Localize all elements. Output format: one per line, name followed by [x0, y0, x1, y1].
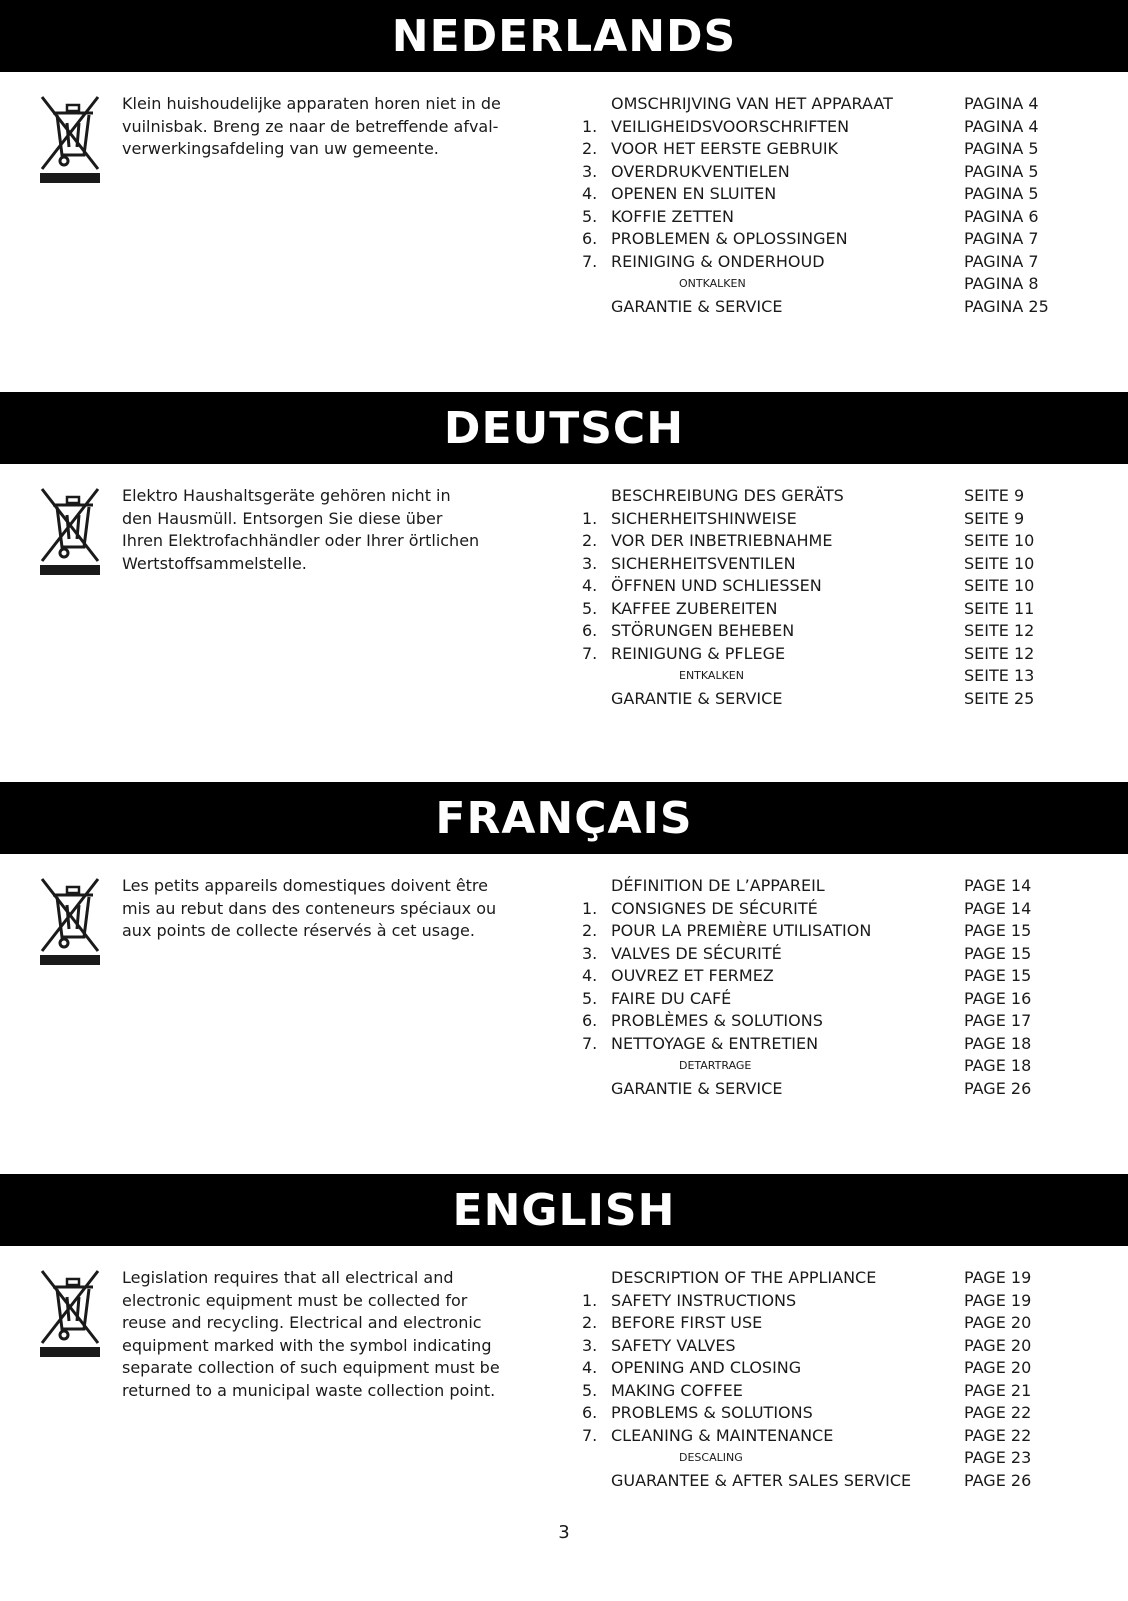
toc-label: OUVREZ ET FERMEZ	[611, 966, 774, 985]
toc-entry	[582, 273, 1102, 296]
toc-entry	[582, 1010, 1102, 1033]
toc-page-ref: PAGE 19	[964, 1268, 1032, 1287]
toc-number: 2.	[582, 921, 598, 940]
toc-page-ref: SEITE 10	[964, 531, 1035, 550]
toc-entry	[582, 530, 1102, 553]
toc-page-ref: PAGE 23	[964, 1448, 1032, 1467]
toc-entry	[582, 138, 1102, 161]
section-title: NEDERLANDS	[391, 10, 737, 62]
toc-page-ref: PAGE 14	[964, 876, 1032, 895]
toc-entry	[582, 875, 1102, 898]
language-banner	[0, 0, 1128, 72]
toc-entry	[582, 1335, 1102, 1358]
toc-entry	[582, 1425, 1102, 1448]
toc-label: GUARANTEE & AFTER SALES SERVICE	[611, 1470, 912, 1490]
toc-page-ref: PAGINA 25	[964, 296, 1049, 316]
toc-label: VOOR HET EERSTE GEBRUIK	[611, 139, 839, 158]
toc-label: DÉFINITION DE L’APPAREIL	[611, 876, 825, 895]
disposal-notice: Legislation requires that all electrical and electronic equipment must be collected for reuse and recycling. Electrical and electronic equipment marked with the symbol indicating separate collection of such equipment must be returned to a municipal waste collection point.	[122, 1268, 500, 1400]
toc-entry	[582, 688, 1102, 711]
toc-entry	[582, 296, 1102, 319]
toc-entry	[582, 1470, 1102, 1493]
crossed-out-wheelie-bin-icon	[40, 877, 100, 965]
toc-entry	[582, 988, 1102, 1011]
toc-label: DESCALING	[679, 1451, 743, 1464]
toc-entry	[582, 620, 1102, 643]
toc-label: NETTOYAGE & ENTRETIEN	[611, 1033, 819, 1053]
toc-label: VEILIGHEIDSVOORSCHRIFTEN	[611, 116, 850, 136]
toc-page-ref: PAGE 15	[964, 966, 1032, 985]
toc-label: GARANTIE & SERVICE	[611, 296, 783, 316]
toc-entry	[582, 183, 1102, 206]
language-banner	[0, 392, 1128, 464]
toc-page-ref: PAGE 14	[964, 898, 1032, 918]
section-title: DEUTSCH	[443, 402, 685, 454]
toc-page-ref: SEITE 9	[964, 508, 1025, 528]
toc-entry	[582, 1033, 1102, 1056]
crossed-out-wheelie-bin-icon	[40, 95, 100, 183]
toc-entry	[582, 553, 1102, 576]
table-of-contents	[582, 93, 1102, 318]
toc-entry	[582, 1290, 1102, 1313]
toc-page-ref: PAGINA 7	[964, 251, 1039, 271]
toc-number: 2.	[582, 1313, 598, 1332]
table-of-contents	[582, 1267, 1102, 1492]
toc-entry	[582, 1402, 1102, 1425]
toc-label: GARANTIE & SERVICE	[611, 1078, 783, 1098]
toc-page-ref: SEITE 10	[964, 553, 1035, 573]
toc-label: ONTKALKEN	[679, 277, 746, 290]
toc-label: PROBLEMS & SOLUTIONS	[611, 1403, 813, 1422]
toc-entry	[582, 598, 1102, 621]
toc-page-ref: PAGINA 5	[964, 139, 1039, 158]
toc-number: 1.	[582, 1290, 598, 1310]
toc-number: 6.	[582, 229, 598, 248]
toc-page-ref: PAGE 18	[964, 1033, 1032, 1053]
toc-entry	[582, 251, 1102, 274]
toc-page-ref: PAGINA 4	[964, 94, 1039, 113]
language-banner	[0, 782, 1128, 854]
toc-entry	[582, 93, 1102, 116]
toc-entry	[582, 485, 1102, 508]
toc-entry	[582, 898, 1102, 921]
toc-number: 2.	[582, 531, 598, 550]
toc-page-ref: PAGE 17	[964, 1011, 1032, 1030]
toc-entry	[582, 508, 1102, 531]
toc-number: 6.	[582, 1403, 598, 1422]
table-of-contents	[582, 485, 1102, 710]
toc-label: SAFETY VALVES	[611, 1335, 736, 1355]
toc-number: 1.	[582, 508, 598, 528]
toc-label: CONSIGNES DE SÉCURITÉ	[611, 898, 818, 918]
toc-label: OVERDRUKVENTIELEN	[611, 161, 790, 181]
toc-number: 7.	[582, 643, 598, 663]
toc-page-ref: PAGINA 8	[964, 274, 1039, 293]
toc-entry	[582, 665, 1102, 688]
toc-page-ref: PAGE 16	[964, 988, 1032, 1008]
crossed-out-wheelie-bin-icon	[40, 487, 100, 575]
toc-entry	[582, 575, 1102, 598]
toc-entry	[582, 1357, 1102, 1380]
toc-page-ref: PAGE 18	[964, 1056, 1032, 1075]
toc-page-ref: PAGE 20	[964, 1358, 1032, 1377]
toc-label: ENTKALKEN	[679, 669, 744, 682]
toc-entry	[582, 920, 1102, 943]
toc-label: PROBLÈMES & SOLUTIONS	[611, 1011, 823, 1030]
toc-page-ref: SEITE 12	[964, 643, 1035, 663]
page-number: 3	[558, 1522, 570, 1543]
toc-number: 4.	[582, 576, 598, 595]
toc-number: 7.	[582, 251, 598, 271]
toc-number: 5.	[582, 598, 598, 618]
toc-entry	[582, 1380, 1102, 1403]
toc-entry	[582, 116, 1102, 139]
toc-page-ref: SEITE 9	[964, 486, 1025, 505]
toc-label: ÖFFNEN UND SCHLIESSEN	[611, 576, 822, 595]
toc-number: 5.	[582, 988, 598, 1008]
toc-label: CLEANING & MAINTENANCE	[611, 1425, 834, 1445]
disposal-notice: Klein huishoudelijke apparaten horen niet in de vuilnisbak. Breng ze naar de betreffende afval- verwerkingsafdeling van uw gemeente.	[122, 94, 501, 158]
toc-page-ref: PAGE 20	[964, 1335, 1032, 1355]
toc-number: 1.	[582, 116, 598, 136]
toc-number: 3.	[582, 161, 598, 181]
toc-number: 3.	[582, 1335, 598, 1355]
toc-page-ref: PAGE 19	[964, 1290, 1032, 1310]
toc-label: KAFFEE ZUBEREITEN	[611, 598, 778, 618]
crossed-out-wheelie-bin-icon	[40, 1269, 100, 1357]
toc-entry	[582, 228, 1102, 251]
toc-label: REINIGING & ONDERHOUD	[611, 251, 825, 271]
toc-page-ref: PAGE 20	[964, 1313, 1032, 1332]
toc-page-ref: SEITE 11	[964, 598, 1035, 618]
toc-page-ref: SEITE 13	[964, 666, 1035, 685]
toc-page-ref: PAGINA 5	[964, 161, 1039, 181]
toc-label: SICHERHEITSHINWEISE	[611, 508, 797, 528]
toc-label: DETARTRAGE	[679, 1059, 752, 1072]
toc-label: PROBLEMEN & OPLOSSINGEN	[611, 229, 848, 248]
toc-page-ref: PAGE 15	[964, 943, 1032, 963]
toc-page-ref: PAGINA 6	[964, 206, 1039, 226]
toc-number: 5.	[582, 1380, 598, 1400]
toc-entry	[582, 1055, 1102, 1078]
toc-page-ref: PAGE 21	[964, 1380, 1032, 1400]
toc-page-ref: PAGE 22	[964, 1425, 1032, 1445]
toc-number: 6.	[582, 621, 598, 640]
toc-label: FAIRE DU CAFÉ	[611, 988, 732, 1008]
toc-label: REINIGUNG & PFLEGE	[611, 643, 786, 663]
toc-number: 4.	[582, 1358, 598, 1377]
toc-entry	[582, 643, 1102, 666]
toc-page-ref: SEITE 25	[964, 688, 1035, 708]
toc-entry	[582, 1447, 1102, 1470]
toc-page-ref: SEITE 10	[964, 576, 1035, 595]
toc-label: MAKING COFFEE	[611, 1380, 743, 1400]
toc-label: VOR DER INBETRIEBNAHME	[611, 531, 833, 550]
toc-entry	[582, 1267, 1102, 1290]
toc-label: BEFORE FIRST USE	[611, 1313, 763, 1332]
language-banner	[0, 1174, 1128, 1246]
toc-page-ref: SEITE 12	[964, 621, 1035, 640]
toc-entry	[582, 965, 1102, 988]
toc-label: OPENING AND CLOSING	[611, 1358, 802, 1377]
toc-entry	[582, 1078, 1102, 1101]
toc-label: OPENEN EN SLUITEN	[611, 184, 777, 203]
toc-number: 3.	[582, 553, 598, 573]
toc-number: 4.	[582, 184, 598, 203]
toc-page-ref: PAGINA 7	[964, 229, 1039, 248]
disposal-notice: Elektro Haushaltsgeräte gehören nicht in den Hausmüll. Entsorgen Sie diese über Ihren Elektrofachhändler oder Ihrer örtlichen Wertstoffsammelstelle.	[122, 486, 480, 573]
toc-page-ref: PAGE 26	[964, 1078, 1032, 1098]
toc-label: SAFETY INSTRUCTIONS	[611, 1290, 797, 1310]
toc-number: 6.	[582, 1011, 598, 1030]
toc-label: DESCRIPTION OF THE APPLIANCE	[611, 1268, 877, 1287]
toc-number: 1.	[582, 898, 598, 918]
toc-label: OMSCHRIJVING VAN HET APPARAAT	[611, 94, 893, 113]
toc-number: 4.	[582, 966, 598, 985]
toc-number: 7.	[582, 1033, 598, 1053]
toc-number: 2.	[582, 139, 598, 158]
section-title: ENGLISH	[452, 1184, 676, 1236]
toc-label: GARANTIE & SERVICE	[611, 688, 783, 708]
table-of-contents	[582, 875, 1102, 1100]
toc-number: 5.	[582, 206, 598, 226]
toc-page-ref: PAGINA 4	[964, 116, 1039, 136]
toc-label: POUR LA PREMIÈRE UTILISATION	[611, 921, 872, 940]
section-title: FRANÇAIS	[435, 792, 693, 844]
toc-label: KOFFIE ZETTEN	[611, 206, 734, 226]
disposal-notice: Les petits appareils domestiques doivent être mis au rebut dans des conteneurs spéciaux ou aux points de collecte réservés à cet usage.	[122, 876, 497, 940]
toc-page-ref: PAGE 26	[964, 1470, 1032, 1490]
toc-label: STÖRUNGEN BEHEBEN	[611, 621, 795, 640]
toc-entry	[582, 943, 1102, 966]
toc-number: 3.	[582, 943, 598, 963]
toc-page-ref: PAGE 22	[964, 1403, 1032, 1422]
toc-entry	[582, 161, 1102, 184]
toc-page-ref: PAGE 15	[964, 921, 1032, 940]
toc-label: VALVES DE SÉCURITÉ	[611, 943, 782, 963]
toc-page-ref: PAGINA 5	[964, 184, 1039, 203]
toc-label: SICHERHEITSVENTILEN	[611, 553, 796, 573]
toc-entry	[582, 206, 1102, 229]
toc-label: BESCHREIBUNG DES GERÄTS	[611, 486, 844, 505]
toc-entry	[582, 1312, 1102, 1335]
toc-number: 7.	[582, 1425, 598, 1445]
